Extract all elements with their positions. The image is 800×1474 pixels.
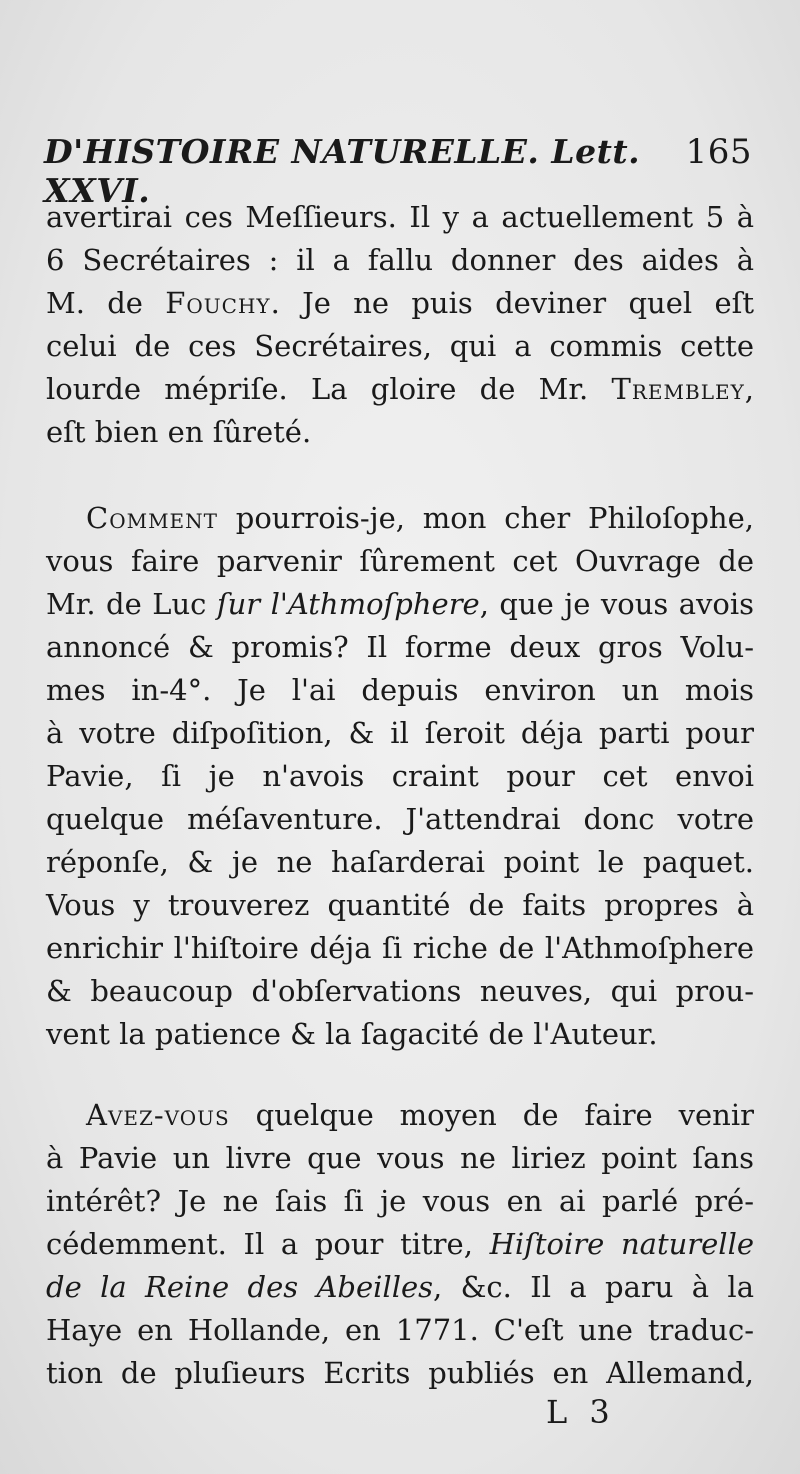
text-line: Avez-vous quelque moyen de faire venir	[86, 1098, 754, 1132]
text-line: Haye en Hollande, en 1771. C'eſt une traduc-	[46, 1313, 754, 1347]
italic-title: ſur l'Athmoſphere	[216, 587, 480, 621]
text-line: lourde mépriſe. La gloire de Mr. Trembley,	[46, 372, 754, 406]
text-line: à Pavie un livre que vous ne liriez point ſans	[46, 1141, 754, 1175]
text-line: eſt bien en ſûreté.	[46, 415, 312, 449]
text-line: mes in-4°. Je l'ai depuis environ un mois	[46, 673, 754, 707]
page-number: 165	[685, 132, 752, 172]
text-line: Mr. de Luc ſur l'Athmoſphere, que je vous avois	[46, 587, 754, 621]
text-line: avertirai ces Meſſieurs. Il y a actuellement 5 à	[46, 200, 754, 234]
paragraph-3	[46, 1094, 754, 1395]
small-caps-opening: Comment	[86, 501, 218, 535]
italic-title: Hiſtoire naturelle	[489, 1227, 755, 1261]
text-line: intérêt? Je ne ſais ſi je vous en ai parlé pré-	[46, 1184, 754, 1218]
text-line: Pavie, ſi je n'avois craint pour cet envoi	[46, 759, 754, 793]
text-line: enrichir l'hiſtoire déja ſi riche de l'Athmoſphere	[46, 931, 754, 965]
running-title: D'HISTOIRE NATURELLE. Lett. XXVI.	[44, 132, 641, 210]
text-line: cédemment. Il a pour titre, Hiſtoire naturelle	[46, 1227, 755, 1261]
text-line: Comment pourrois-je, mon cher Philoſophe,	[86, 501, 754, 535]
text-line: 6 Secrétaires : il a fallu donner des aides à	[46, 243, 754, 277]
paragraph-1	[46, 196, 754, 454]
text-line: & beaucoup d'obſervations neuves, qui prou-	[46, 974, 754, 1008]
text-line: Vous y trouverez quantité de faits propres à	[46, 888, 754, 922]
text-line: à votre diſpoſition, & il ſeroit déja parti pour	[46, 716, 754, 750]
text-line: tion de pluſieurs Ecrits publiés en Allemand,	[46, 1356, 754, 1390]
paragraph-2	[46, 497, 754, 1056]
italic-title: de la Reine des Abeilles	[46, 1270, 434, 1304]
text-line: celui de ces Secrétaires, qui a commis cette	[46, 329, 754, 363]
text-line: vous faire parvenir ſûrement cet Ouvrage de	[46, 544, 754, 578]
small-caps-name: Trembley	[611, 372, 745, 406]
text-line: vent la patience & la ſagacité de l'Auteur.	[46, 1017, 658, 1051]
text-line: M. de Fouchy. Je ne puis deviner quel eſt	[46, 286, 754, 320]
text-line: annoncé & promis? Il forme deux gros Volu-	[46, 630, 754, 664]
text-line: quelque méſaventure. J'attendrai donc votre	[46, 802, 754, 836]
signature-mark: L 3	[546, 1393, 616, 1431]
text-line: réponſe, & je ne haſarderai point le paquet.	[46, 845, 754, 879]
text-line: de la Reine des Abeilles, &c. Il a paru à la	[46, 1270, 755, 1304]
small-caps-name: Fouchy	[165, 286, 271, 320]
small-caps-opening: Avez-vous	[86, 1098, 230, 1132]
